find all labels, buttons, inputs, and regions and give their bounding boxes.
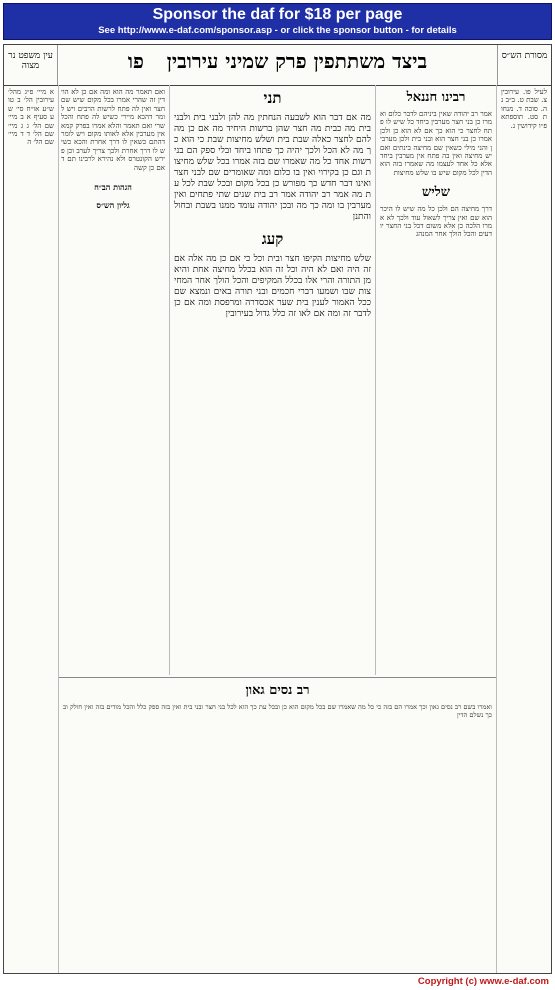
rashi-heading: רבינו חננאל [406,90,466,105]
gemara-text [169,85,375,675]
gemara-body: מה אם דבר הוא לשבעה הנחתין מה להן ולבני בית ולבני בית מה כבית מה חצר שהן ברשות היחיד מה אם כן מה להם לחצר כאלה שבת בית ושלש מחיצות שבת כי הוא כך מה לא הכל ולכך יהיה כך פתחו ביחד ובלי ספק הם בני רשות אחד כל מה שאמרו שם בזה אמרו בכל שלש מחיצות וגם כן בקירוי ואין בו כלום ומה שאומרים שם לבני חצר ואינו דבר חדש כך מפורש כן בכל מקום ובכל שבת לכל עת מה אמר רב יהודה אמר רב בית שנים שתי פתחים ואין מערבין בו ומה כך מה ובכן יהודה עומד ממנו בשבת ובחול והתנן [174,113,371,222]
bottom-commentary [59,677,496,936]
tractate-title: ביצד משתתפין פרק שמיני עירובין [166,49,428,73]
rashi-text: אמר רב יהודה שאין ביניהם לדבר כלום ואמרו כן בני חצר מערבין ביחד כל שיש לו פתח לחצר כי הוא כך אם לא הוא כן ולכן אמרו כן בני חצר הוא ובני בית ולכן מערבין והני מילי כשאין שם מחיצה בינתים ואם יש מחיצה ואין בה פתח אין מערבין ביחד אלא כל אחד לעצמו מה שאמרו בזה הוא הדין לכל מקום שיש בו שלש מחיצות [379,110,492,177]
margin-left-text: א מיי׳ פ״ג מהל׳ עירובין הל׳ ב טוש״ע או״ח סי׳ שע סעיף א ב מיי׳ שם הל׳ ג ג מיי׳ שם הל׳ ד ד מיי׳ שם הל׳ ה [8,88,54,147]
banner-title: Sponsor the daf for $18 per page [152,6,403,23]
ein-mishpat-margin [4,85,59,974]
rashi-text-2: דרך מחיצה הם ולכן כל מה שיש לו היכר הוא שם ואין צריך לשאול עוד ולכך לא אמרו הלכה כן אלא משום דכל בני החצר יודעים והכל הולך אחר המנהג [380,205,492,239]
gemara-heading: קעג [261,230,284,248]
tosafot-commentary [57,85,169,675]
gemara-body-2: שלש מחיצות הקיפו חצר ובית וכל כי אם כן מה אלה אם זה היה ואם לא היה וכל זה הוא בכלל מחיצה אחת והיא מן התורה והרי אלו בכלל המקיפים והכל הולך אחר המחיצות שבו ושמעו דברי חכמים ובני תורה באים ונמצא שם ככל האמור לענין בית שער אכסדרה ומרפסת ומה אם כן לדבר זה ומה אם לאו זה כלל גדול בעירובין [174,254,371,319]
page-header [4,45,551,86]
talmud-page [3,44,552,974]
bottom-heading: רב נסים גאון [245,683,310,698]
gemara-opening-word: תני [263,89,282,107]
sponsor-banner[interactable] [3,3,552,40]
gilyon-hashas-label: גליון הש״ס [96,199,130,210]
bottom-text: ואמרו בשם רב נסים גאון וכך אמרו הם בזה כי כל מה שאמרו שם בכל מקום הוא כן ובכל עת כך הוא לכל בני חצר ובני בית ואין בזה ספק כלל והכל מודים בזה ואין חולק ובכך נשלם הדין [63,703,492,719]
rashi-heading-2: שליש [422,185,450,201]
masoret-hashas-margin [496,85,551,974]
header-right-label: מסורת הש״ס [497,45,551,85]
copyright-link[interactable]: Copyright (c) www.e-daf.com [417,976,549,987]
margin-right-text: לעיל פו. עירובין צ. שבת ט. ב״ב נה. סוכה ד. מנחות סט. תוספתא פ״ו קידושין נ. [501,88,547,130]
rashi-commentary [375,85,496,675]
page-number: פו [127,49,144,73]
tosafot-text: ואם תאמר מה הוא ומה אם כן לא הוי דין זה שהרי אמרו בכל מקום שיש שם חצר ואין לה פתח לרשות הרבים ויש לומר דהכא מיירי כשיש לה פתח והכל שרי ואם תאמר והלא אמרו בפרק קמא אין מערבין אלא לאותו מקום ויש לומר דהתם כשאין לו דרך אחרת והכא כשיש לו דרך אחרת ולכך צריך לערב וכן פירש הקונטרס ולא נהירא לרבינו תם דאם כן קשה [61,88,165,172]
page-title [60,49,495,74]
banner-subtitle[interactable]: See http://www.e-daf.com/sponsor.asp - or click the sponsor button - for details [98,25,457,36]
hagahot-habach-label: הגהות הב״ח [94,182,132,193]
header-left-label: עין משפט נר מצוה [4,45,58,85]
